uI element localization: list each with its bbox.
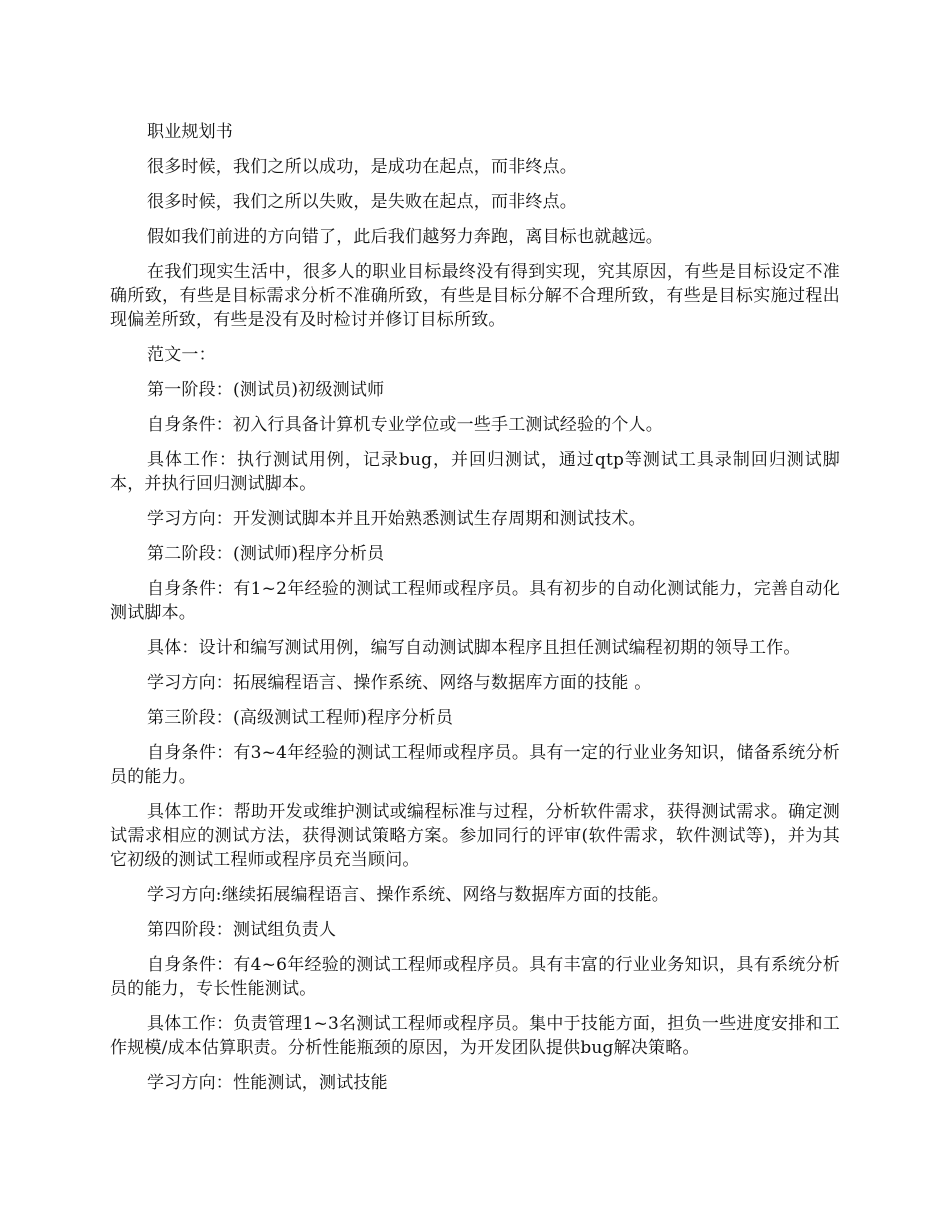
- stage-heading: 第一阶段：(测试员)初级测试师: [147, 380, 385, 400]
- paragraph: 具体：设计和编写测试用例，编写自动测试脚本程序且担任测试编程初期的领导工作。: [147, 638, 801, 658]
- paragraph: 自身条件：有3~4年经验的测试工程师或程序员。具有一定的行业业务知识，储备系统分析员的能力。: [110, 743, 840, 787]
- paragraph: 具体工作：帮助开发或维护测试或编程标准与过程，分析软件需求，获得测试需求。确定测试需求相应的测试方法，获得测试策略方案。参加同行的评审(软件需求，软件测试等)，并为其它初级的测试工程师或程序员充当顾问。: [110, 802, 840, 870]
- paragraph: 自身条件：有1~2年经验的测试工程师或程序员。具有初步的自动化测试能力，完善自动化测试脚本。: [110, 579, 840, 623]
- paragraph: 学习方向：拓展编程语言、操作系统、网络与数据库方面的技能 。: [147, 673, 652, 693]
- paragraph: 假如我们前进的方向错了，此后我们越努力奔跑，离目标也就越远。: [147, 227, 663, 247]
- paragraph: 自身条件：初入行具备计算机专业学位或一些手工测试经验的个人。: [147, 415, 663, 435]
- stage-heading: 第四阶段：测试组负责人: [147, 920, 337, 940]
- paragraph: 学习方向:继续拓展编程语言、操作系统、网络与数据库方面的技能。: [147, 885, 669, 905]
- stage-heading: 第二阶段：(测试师)程序分析员: [147, 544, 385, 564]
- paragraph: 学习方向：性能测试，测试技能: [147, 1073, 388, 1093]
- paragraph: 具体工作：负责管理1~3名测试工程师或程序员。集中于技能方面，担负一些进度安排和工作规模/成本估算职责。分析性能瓶颈的原因，为开发团队提供bug解决策略。: [110, 1014, 840, 1058]
- paragraph: 具体工作：执行测试用例，记录bug，并回归测试，通过qtp等测试工具录制回归测试脚本，并执行回归测试脚本。: [110, 450, 840, 494]
- paragraph: 在我们现实生活中，很多人的职业目标最终没有得到实现，究其原因，有些是目标设定不准确所致，有些是目标需求分析不准确所致，有些是目标分解不合理所致，有些是目标实施过程出现偏差所致，有些是没有及时检讨并修订目标所致。: [110, 262, 840, 330]
- paragraph: 很多时候，我们之所以成功，是成功在起点，而非终点。: [147, 157, 577, 177]
- paragraph: 自身条件：有4~6年经验的测试工程师或程序员。具有丰富的行业业务知识，具有系统分析员的能力，专长性能测试。: [110, 955, 840, 999]
- paragraph: 学习方向：开发测试脚本并且开始熟悉测试生存周期和测试技术。: [147, 509, 646, 529]
- section-heading: 范文一：: [147, 345, 216, 365]
- stage-heading: 第三阶段：(高级测试工程师)程序分析员: [147, 708, 454, 728]
- document-title: 职业规划书: [147, 122, 233, 142]
- paragraph: 很多时候，我们之所以失败，是失败在起点，而非终点。: [147, 192, 577, 212]
